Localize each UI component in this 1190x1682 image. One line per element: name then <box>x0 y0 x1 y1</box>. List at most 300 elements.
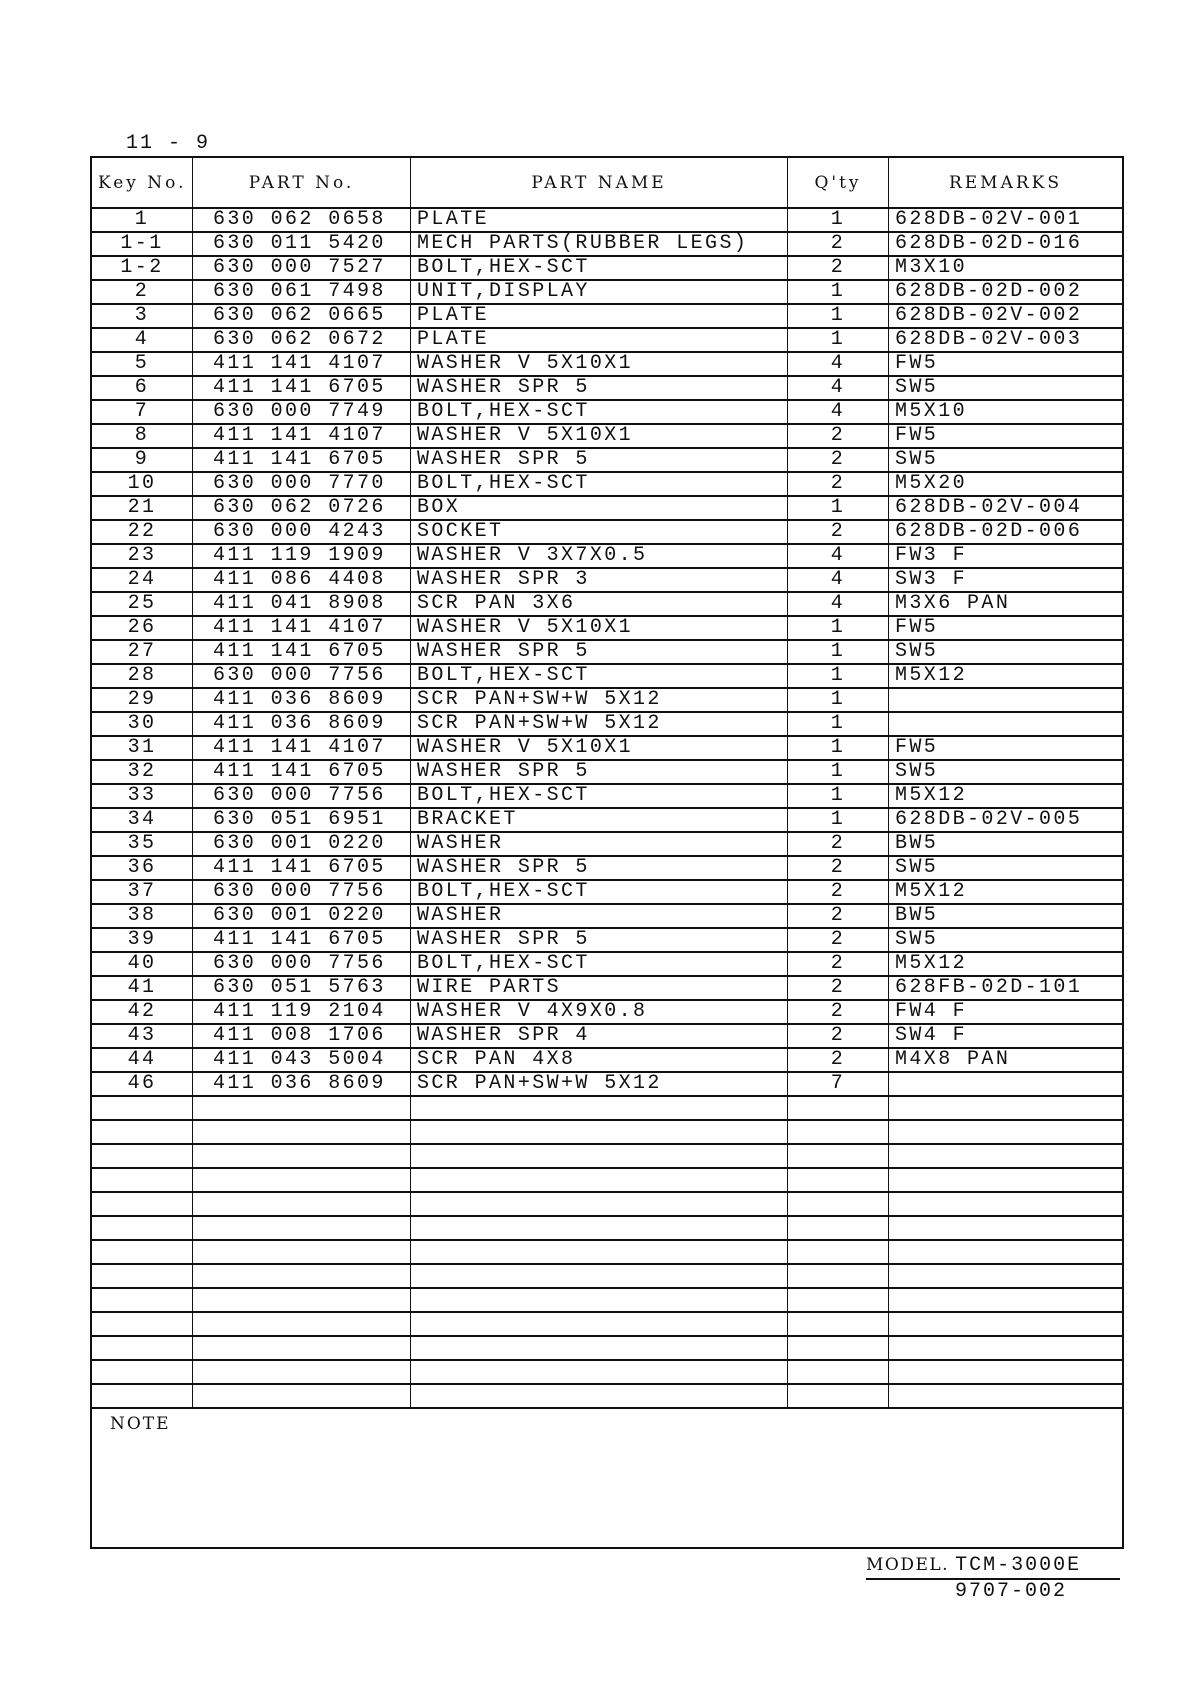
qty-cell: 1 <box>788 329 889 351</box>
qty-cell: 2 <box>788 425 889 447</box>
part-name-cell <box>411 1361 788 1383</box>
table-row <box>92 233 1122 257</box>
qty-cell: 2 <box>788 881 889 903</box>
qty-cell: 2 <box>788 977 889 999</box>
key-cell <box>92 1385 193 1407</box>
remarks-cell: M5X12 <box>895 785 968 807</box>
qty-cell: 2 <box>788 1049 889 1071</box>
key-cell: 41 <box>92 977 193 999</box>
qty-cell <box>788 1169 889 1191</box>
qty-cell: 2 <box>788 233 889 255</box>
part-name-cell: SCR PAN+SW+W 5X12 <box>411 689 788 711</box>
part-no-cell: 630 000 4243 <box>193 521 411 543</box>
part-no-cell: 411 041 8908 <box>193 593 411 615</box>
part-no-cell: 411 119 1909 <box>193 545 411 567</box>
remarks-cell: SW5 <box>895 761 939 783</box>
remarks-cell <box>889 1265 1122 1287</box>
empty-table-row <box>92 1361 1122 1385</box>
part-name-cell: WASHER V 5X10X1 <box>411 425 788 447</box>
part-name-cell <box>411 1265 788 1287</box>
part-name-cell: SCR PAN+SW+W 5X12 <box>411 1073 788 1095</box>
part-no-cell <box>193 1121 411 1143</box>
part-name-cell: BOX <box>411 497 788 519</box>
table-row <box>92 953 1122 977</box>
part-no-cell <box>193 1217 411 1239</box>
table-row <box>92 281 1122 305</box>
qty-cell: 1 <box>788 785 889 807</box>
part-no-cell: 630 000 7756 <box>193 881 411 903</box>
key-cell <box>92 1097 193 1119</box>
part-no-cell: 411 141 4107 <box>193 353 411 375</box>
remarks-cell: 628DB-02D-002 <box>895 281 1083 303</box>
table-row <box>92 305 1122 329</box>
qty-cell: 1 <box>788 617 889 639</box>
remarks-cell: SW3 F <box>895 569 968 591</box>
table-row <box>92 905 1122 929</box>
part-name-cell <box>411 1121 788 1143</box>
key-cell: 22 <box>92 521 193 543</box>
key-cell: 1-1 <box>92 233 193 255</box>
header-part-name: PART NAME <box>411 158 788 207</box>
table-row <box>92 929 1122 953</box>
qty-cell <box>788 1193 889 1215</box>
qty-cell: 7 <box>788 1073 889 1095</box>
part-name-cell <box>411 1169 788 1191</box>
part-name-cell: WASHER SPR 5 <box>411 377 788 399</box>
model-label: MODEL. <box>866 1555 950 1575</box>
key-cell: 21 <box>92 497 193 519</box>
key-cell: 4 <box>92 329 193 351</box>
part-no-cell <box>193 1169 411 1191</box>
table-row <box>92 761 1122 785</box>
table-row <box>92 737 1122 761</box>
part-name-cell: WASHER V 5X10X1 <box>411 353 788 375</box>
table-row <box>92 521 1122 545</box>
part-name-cell: BOLT,HEX-SCT <box>411 665 788 687</box>
part-name-cell: WASHER V 3X7X0.5 <box>411 545 788 567</box>
key-cell: 37 <box>92 881 193 903</box>
part-no-cell: 411 086 4408 <box>193 569 411 591</box>
part-no-cell: 411 141 6705 <box>193 929 411 951</box>
part-name-cell: BOLT,HEX-SCT <box>411 881 788 903</box>
part-no-cell: 630 062 0658 <box>193 209 411 231</box>
remarks-cell <box>889 1097 1122 1119</box>
qty-cell <box>788 1121 889 1143</box>
table-row <box>92 1049 1122 1073</box>
qty-cell <box>788 1385 889 1407</box>
qty-cell: 1 <box>788 641 889 663</box>
empty-table-row <box>92 1313 1122 1337</box>
key-cell: 33 <box>92 785 193 807</box>
part-no-cell <box>193 1097 411 1119</box>
remarks-cell: SW5 <box>895 449 939 471</box>
part-no-cell: 630 061 7498 <box>193 281 411 303</box>
empty-table-row <box>92 1385 1122 1409</box>
key-cell: 6 <box>92 377 193 399</box>
qty-cell: 2 <box>788 929 889 951</box>
part-name-cell: BOLT,HEX-SCT <box>411 401 788 423</box>
remarks-cell: SW5 <box>895 929 939 951</box>
key-cell: 27 <box>92 641 193 663</box>
remarks-cell: 628DB-02V-002 <box>895 305 1083 327</box>
part-no-cell <box>193 1385 411 1407</box>
part-name-cell <box>411 1217 788 1239</box>
key-cell <box>92 1289 193 1311</box>
remarks-cell: FW4 F <box>895 1001 968 1023</box>
part-no-cell <box>193 1337 411 1359</box>
remarks-cell <box>889 1193 1122 1215</box>
remarks-cell: 628FB-02D-101 <box>895 977 1083 999</box>
part-no-cell <box>193 1145 411 1167</box>
part-name-cell <box>411 1313 788 1335</box>
table-row <box>92 545 1122 569</box>
key-cell: 9 <box>92 449 193 471</box>
qty-cell: 1 <box>788 809 889 831</box>
empty-table-row <box>92 1169 1122 1193</box>
key-cell: 5 <box>92 353 193 375</box>
remarks-cell: M5X20 <box>895 473 968 495</box>
qty-cell: 1 <box>788 761 889 783</box>
part-no-cell <box>193 1265 411 1287</box>
qty-cell: 2 <box>788 473 889 495</box>
qty-cell <box>788 1337 889 1359</box>
part-no-cell: 630 000 7756 <box>193 665 411 687</box>
qty-cell: 4 <box>788 353 889 375</box>
document-number: 9707-002 <box>955 1580 1068 1603</box>
model-value: TCM-3000E <box>955 1554 1082 1577</box>
key-cell: 2 <box>92 281 193 303</box>
remarks-cell: FW5 <box>895 617 939 639</box>
key-cell <box>92 1241 193 1263</box>
parts-list-table <box>90 156 1124 1409</box>
table-row <box>92 977 1122 1001</box>
part-name-cell <box>411 1097 788 1119</box>
table-row <box>92 809 1122 833</box>
part-name-cell: SOCKET <box>411 521 788 543</box>
remarks-cell: 628DB-02V-003 <box>895 329 1083 351</box>
remarks-cell <box>889 1217 1122 1239</box>
key-cell: 38 <box>92 905 193 927</box>
qty-cell <box>788 1241 889 1263</box>
part-no-cell: 630 000 7770 <box>193 473 411 495</box>
key-cell: 34 <box>92 809 193 831</box>
part-name-cell: WASHER SPR 3 <box>411 569 788 591</box>
part-name-cell: PLATE <box>411 209 788 231</box>
remarks-cell: 628DB-02V-005 <box>895 809 1083 831</box>
remarks-cell <box>889 1121 1122 1143</box>
part-no-cell: 630 000 7756 <box>193 785 411 807</box>
key-cell <box>92 1313 193 1335</box>
remarks-cell <box>889 1313 1122 1335</box>
key-cell: 26 <box>92 617 193 639</box>
remarks-cell <box>889 1145 1122 1167</box>
qty-cell: 2 <box>788 449 889 471</box>
remarks-cell: BW5 <box>895 905 939 927</box>
remarks-cell: 628DB-02D-006 <box>895 521 1083 543</box>
key-cell: 3 <box>92 305 193 327</box>
part-no-cell: 630 001 0220 <box>193 905 411 927</box>
table-row <box>92 257 1122 281</box>
table-row <box>92 1073 1122 1097</box>
table-row <box>92 209 1122 233</box>
key-cell <box>92 1337 193 1359</box>
empty-table-row <box>92 1241 1122 1265</box>
part-no-cell: 411 036 8609 <box>193 713 411 735</box>
table-row <box>92 1001 1122 1025</box>
key-cell: 24 <box>92 569 193 591</box>
remarks-cell: M5X12 <box>895 953 968 975</box>
model-line <box>866 1554 1120 1580</box>
empty-table-row <box>92 1289 1122 1313</box>
part-name-cell: WASHER <box>411 833 788 855</box>
key-cell: 28 <box>92 665 193 687</box>
part-no-cell: 411 043 5004 <box>193 1049 411 1071</box>
part-no-cell: 630 011 5420 <box>193 233 411 255</box>
part-no-cell <box>193 1361 411 1383</box>
part-no-cell <box>193 1193 411 1215</box>
part-name-cell: WASHER V 5X10X1 <box>411 617 788 639</box>
part-name-cell: WASHER SPR 5 <box>411 761 788 783</box>
empty-table-row <box>92 1121 1122 1145</box>
qty-cell: 1 <box>788 305 889 327</box>
table-row <box>92 833 1122 857</box>
table-row <box>92 713 1122 737</box>
part-no-cell <box>193 1289 411 1311</box>
table-row <box>92 617 1122 641</box>
remarks-cell: M4X8 PAN <box>895 1049 1011 1071</box>
remarks-cell: FW3 F <box>895 545 968 567</box>
part-no-cell: 630 062 0672 <box>193 329 411 351</box>
part-no-cell: 411 008 1706 <box>193 1025 411 1047</box>
qty-cell <box>788 1361 889 1383</box>
table-row <box>92 689 1122 713</box>
table-row <box>92 401 1122 425</box>
key-cell: 46 <box>92 1073 193 1095</box>
remarks-cell: M5X12 <box>895 665 968 687</box>
part-name-cell: WASHER SPR 5 <box>411 641 788 663</box>
qty-cell: 2 <box>788 1025 889 1047</box>
part-name-cell: WASHER SPR 4 <box>411 1025 788 1047</box>
qty-cell: 4 <box>788 569 889 591</box>
part-name-cell <box>411 1385 788 1407</box>
qty-cell <box>788 1289 889 1311</box>
qty-cell: 1 <box>788 497 889 519</box>
remarks-cell <box>889 1241 1122 1263</box>
part-name-cell: SCR PAN 4X8 <box>411 1049 788 1071</box>
table-row <box>92 425 1122 449</box>
part-no-cell: 411 036 8609 <box>193 1073 411 1095</box>
part-name-cell <box>411 1241 788 1263</box>
key-cell <box>92 1361 193 1383</box>
remarks-cell: FW5 <box>895 425 939 447</box>
key-cell: 25 <box>92 593 193 615</box>
note-box <box>90 1409 1124 1549</box>
key-cell <box>92 1265 193 1287</box>
part-name-cell <box>411 1337 788 1359</box>
key-cell <box>92 1121 193 1143</box>
key-cell: 43 <box>92 1025 193 1047</box>
key-cell: 10 <box>92 473 193 495</box>
remarks-cell <box>889 1337 1122 1359</box>
remarks-cell: 628DB-02V-001 <box>895 209 1083 231</box>
qty-cell: 1 <box>788 209 889 231</box>
header-key-no: Key No. <box>92 158 193 207</box>
part-no-cell: 411 141 6705 <box>193 449 411 471</box>
part-name-cell: PLATE <box>411 329 788 351</box>
part-name-cell <box>411 1289 788 1311</box>
part-name-cell: BOLT,HEX-SCT <box>411 785 788 807</box>
table-row <box>92 569 1122 593</box>
part-no-cell <box>193 1241 411 1263</box>
empty-table-row <box>92 1265 1122 1289</box>
part-name-cell: UNIT,DISPLAY <box>411 281 788 303</box>
part-no-cell: 411 141 6705 <box>193 377 411 399</box>
table-row <box>92 665 1122 689</box>
part-no-cell: 411 141 6705 <box>193 761 411 783</box>
remarks-cell <box>889 1169 1122 1191</box>
header-remarks: REMARKS <box>948 172 1063 193</box>
part-no-cell: 630 051 6951 <box>193 809 411 831</box>
part-no-cell <box>193 1313 411 1335</box>
qty-cell: 2 <box>788 953 889 975</box>
part-name-cell: WASHER SPR 5 <box>411 449 788 471</box>
part-name-cell <box>411 1145 788 1167</box>
empty-table-row <box>92 1193 1122 1217</box>
empty-table-row <box>92 1217 1122 1241</box>
key-cell: 31 <box>92 737 193 759</box>
key-cell <box>92 1145 193 1167</box>
empty-table-row <box>92 1097 1122 1121</box>
part-no-cell: 411 141 4107 <box>193 737 411 759</box>
table-row <box>92 449 1122 473</box>
empty-table-row <box>92 1145 1122 1169</box>
remarks-cell: FW5 <box>895 353 939 375</box>
remarks-cell <box>889 713 1122 735</box>
qty-cell: 2 <box>788 257 889 279</box>
part-name-cell <box>411 1193 788 1215</box>
part-no-cell: 411 141 6705 <box>193 641 411 663</box>
qty-cell <box>788 1313 889 1335</box>
key-cell: 42 <box>92 1001 193 1023</box>
part-name-cell: BOLT,HEX-SCT <box>411 953 788 975</box>
part-name-cell: WASHER SPR 5 <box>411 857 788 879</box>
remarks-cell: SW4 F <box>895 1025 968 1047</box>
header-qty: Q'ty <box>788 158 889 207</box>
remarks-cell <box>889 1073 1122 1095</box>
part-no-cell: 630 062 0726 <box>193 497 411 519</box>
qty-cell: 4 <box>788 593 889 615</box>
remarks-cell: FW5 <box>895 737 939 759</box>
table-row <box>92 641 1122 665</box>
key-cell: 44 <box>92 1049 193 1071</box>
note-label: NOTE <box>110 1414 171 1434</box>
key-cell: 32 <box>92 761 193 783</box>
key-cell: 36 <box>92 857 193 879</box>
part-no-cell: 630 000 7527 <box>193 257 411 279</box>
table-row <box>92 353 1122 377</box>
table-row <box>92 473 1122 497</box>
qty-cell: 1 <box>788 713 889 735</box>
remarks-cell <box>889 689 1122 711</box>
qty-cell: 1 <box>788 281 889 303</box>
qty-cell <box>788 1097 889 1119</box>
remarks-cell: SW5 <box>895 641 939 663</box>
part-name-cell: WIRE PARTS <box>411 977 788 999</box>
key-cell: 1 <box>92 209 193 231</box>
qty-cell: 1 <box>788 665 889 687</box>
table-row <box>92 329 1122 353</box>
remarks-cell: SW5 <box>895 377 939 399</box>
table-row <box>92 497 1122 521</box>
part-no-cell: 630 000 7756 <box>193 953 411 975</box>
part-name-cell: BOLT,HEX-SCT <box>411 473 788 495</box>
qty-cell: 2 <box>788 857 889 879</box>
part-no-cell: 630 001 0220 <box>193 833 411 855</box>
qty-cell: 4 <box>788 377 889 399</box>
part-name-cell: SCR PAN 3X6 <box>411 593 788 615</box>
key-cell <box>92 1217 193 1239</box>
part-name-cell: MECH PARTS(RUBBER LEGS) <box>411 233 788 255</box>
remarks-cell <box>889 1361 1122 1383</box>
qty-cell: 2 <box>788 1001 889 1023</box>
qty-cell <box>788 1265 889 1287</box>
table-row <box>92 1025 1122 1049</box>
part-name-cell: WASHER <box>411 905 788 927</box>
empty-table-row <box>92 1337 1122 1361</box>
remarks-cell: M3X6 PAN <box>895 593 1011 615</box>
remarks-cell <box>889 1385 1122 1407</box>
table-row <box>92 377 1122 401</box>
table-row <box>92 785 1122 809</box>
key-cell <box>92 1169 193 1191</box>
remarks-cell: M5X10 <box>895 401 968 423</box>
qty-cell: 4 <box>788 401 889 423</box>
key-cell: 39 <box>92 929 193 951</box>
part-name-cell: WASHER SPR 5 <box>411 929 788 951</box>
qty-cell <box>788 1217 889 1239</box>
part-name-cell: WASHER V 5X10X1 <box>411 737 788 759</box>
part-no-cell: 411 141 4107 <box>193 425 411 447</box>
remarks-cell: BW5 <box>895 833 939 855</box>
table-header <box>92 158 1122 209</box>
table-row <box>92 881 1122 905</box>
remarks-cell: M3X10 <box>895 257 968 279</box>
key-cell: 40 <box>92 953 193 975</box>
qty-cell: 2 <box>788 905 889 927</box>
remarks-cell: 628DB-02D-016 <box>895 233 1083 255</box>
part-no-cell: 411 036 8609 <box>193 689 411 711</box>
remarks-cell <box>889 1289 1122 1311</box>
key-cell: 29 <box>92 689 193 711</box>
part-name-cell: BRACKET <box>411 809 788 831</box>
qty-cell: 4 <box>788 545 889 567</box>
remarks-cell: M5X12 <box>895 881 968 903</box>
part-no-cell: 411 141 4107 <box>193 617 411 639</box>
table-row <box>92 593 1122 617</box>
qty-cell: 1 <box>788 737 889 759</box>
header-part-no: PART No. <box>193 158 411 207</box>
part-no-cell: 630 062 0665 <box>193 305 411 327</box>
qty-cell <box>788 1145 889 1167</box>
qty-cell: 2 <box>788 833 889 855</box>
part-name-cell: WASHER V 4X9X0.8 <box>411 1001 788 1023</box>
key-cell: 1-2 <box>92 257 193 279</box>
part-no-cell: 630 000 7749 <box>193 401 411 423</box>
key-cell: 30 <box>92 713 193 735</box>
part-no-cell: 411 119 2104 <box>193 1001 411 1023</box>
qty-cell: 1 <box>788 689 889 711</box>
part-name-cell: SCR PAN+SW+W 5X12 <box>411 713 788 735</box>
